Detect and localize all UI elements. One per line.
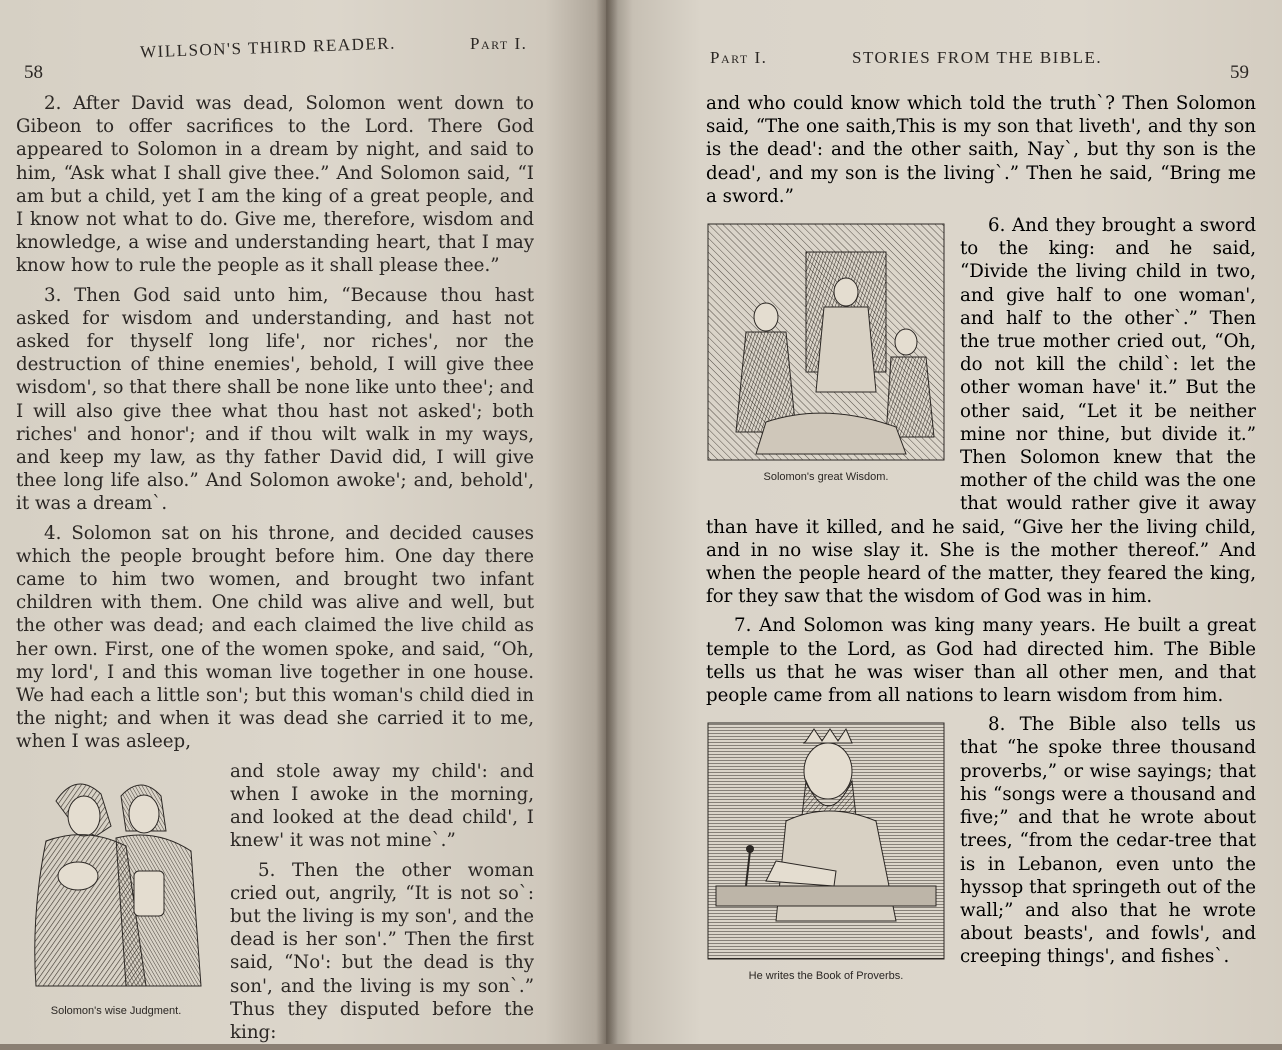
- figure-wise-judgment: [16, 766, 216, 1023]
- left-page: [0, 0, 606, 1044]
- paragraph-7: 7. And Solomon was king many years. He built a great temple to the Lord, as God had directed him. The Bible tells us that he was wiser than all other men, and that people came from all nations to learn wisdom from him.: [706, 615, 1256, 707]
- right-page-number: 59: [1230, 62, 1249, 83]
- figure-book-of-proverbs: [706, 721, 946, 988]
- figure-caption-wise-judgment: Solomon's wise Judgment.: [50, 1004, 182, 1017]
- figure-great-wisdom: [706, 222, 946, 489]
- left-running-head: WILLSON'S THIRD READER.: [139, 33, 397, 62]
- engraving-two-women-image: [16, 766, 216, 996]
- right-running-head: STORIES FROM THE BIBLE.: [852, 48, 1103, 67]
- paragraph-4-continued: and stole away my child': and when I awoke in the morning, and looked at the dead child', I knew' it was not mine`.”: [230, 760, 534, 852]
- paragraph-3: 3. Then God said unto him, “Because thou hast asked for wisdom and understanding, and hast not asked for thyself long life', nor riches', nor the destruction of thine enemies', behold, I will give thee wisdom', so that there shall be none like unto thee'; and I will also give thee what thou hast not asked'; both riches' and honor'; and if thou wilt walk in my ways, and keep my law, as thy father David did, I will give thee long life also.” And Solomon awoke'; and, behold', it was a dream`.: [16, 284, 534, 515]
- paragraph-4: 4. Solomon sat on his throne, and decided causes which the people brought before him. One day there came to him two women, and brought two infant children with them. One child was alive and well, but the other was dead; and each claimed the live child as her own. First, one of the women spoke, and said, “Oh, my lord', I and this woman live together in one house. We had each a little son'; but this woman's child died in the night; and when it was dead she carried it to me, when I was asleep,: [16, 522, 534, 753]
- paragraph-5: 5. Then the other woman cried out, angrily, “It is not so`: but the living is my son', and the dead is her son'.” Then the first said, “No': but the dead is thy son', and the living is my son`.” Thus they disputed before the king:: [230, 859, 534, 1043]
- engraving-throne-scene-image: [706, 222, 946, 462]
- paragraph-5-continued: and who could know which told the truth`? Then Solomon said, “The one saith,This is my son that liveth', and thy son is the dead': and the other saith, Nay`, but thy son is the dead', and my son is the living`.” Then he said, “Bring me a sword.”: [706, 93, 1256, 207]
- paragraph-2: 2. After David was dead, Solomon went down to Gibeon to offer sacrifices to the Lord. There God appeared to Solomon in a dream by night, and said to him, “Ask what I shall give thee.” And Solomon said, “I am but a child, yet I am the king of a great people, and I know not what to do. Give me, therefore, wisdom and knowledge, a wise and understanding heart, that I may know how to rule the people as it shall please thee.”: [16, 93, 534, 277]
- left-part-label: Part I.: [470, 34, 528, 53]
- right-part-label: Part I.: [710, 48, 768, 67]
- paragraph-6: 6. And they brought a sword to the king: and he said, “Divide the living child in two, and give half to one woman', and half to the other`.” Then the true mother cried out, “Oh, do not kill the child`: let the other woman have' it.” But the other said, “Let it be neither mine nor thine, but divide it.” Then Solomon knew that the mother of the child was the one that would rather give it away than have it killed, and he said, “Give her the living child, and in no wise slay it. She is the mother thereof.” And when the people heard of the matter, they feared the king, for they saw that the wisdom of God was in him.: [706, 215, 1256, 608]
- right-body-text: [706, 92, 1256, 992]
- engraving-solomon-writing-image: [706, 721, 946, 961]
- figure-caption-book-of-proverbs: He writes the Book of Proverbs.: [748, 970, 904, 983]
- paragraph-8: 8. The Bible also tells us that “he spoke three thousand proverbs,” or wise sayings; that his “songs were a thousand and five;” and that he wrote about trees, “from the cedar-tree that is in Lebanon, even unto the hyssop that springeth out of the wall;” and also that he wrote about beasts', and fowls', and creeping things', and fishes`.: [960, 714, 1256, 968]
- left-page-number: 58: [24, 62, 43, 83]
- figure-caption-great-wisdom: Solomon's great Wisdom.: [763, 471, 889, 484]
- left-body-text: [16, 92, 534, 1050]
